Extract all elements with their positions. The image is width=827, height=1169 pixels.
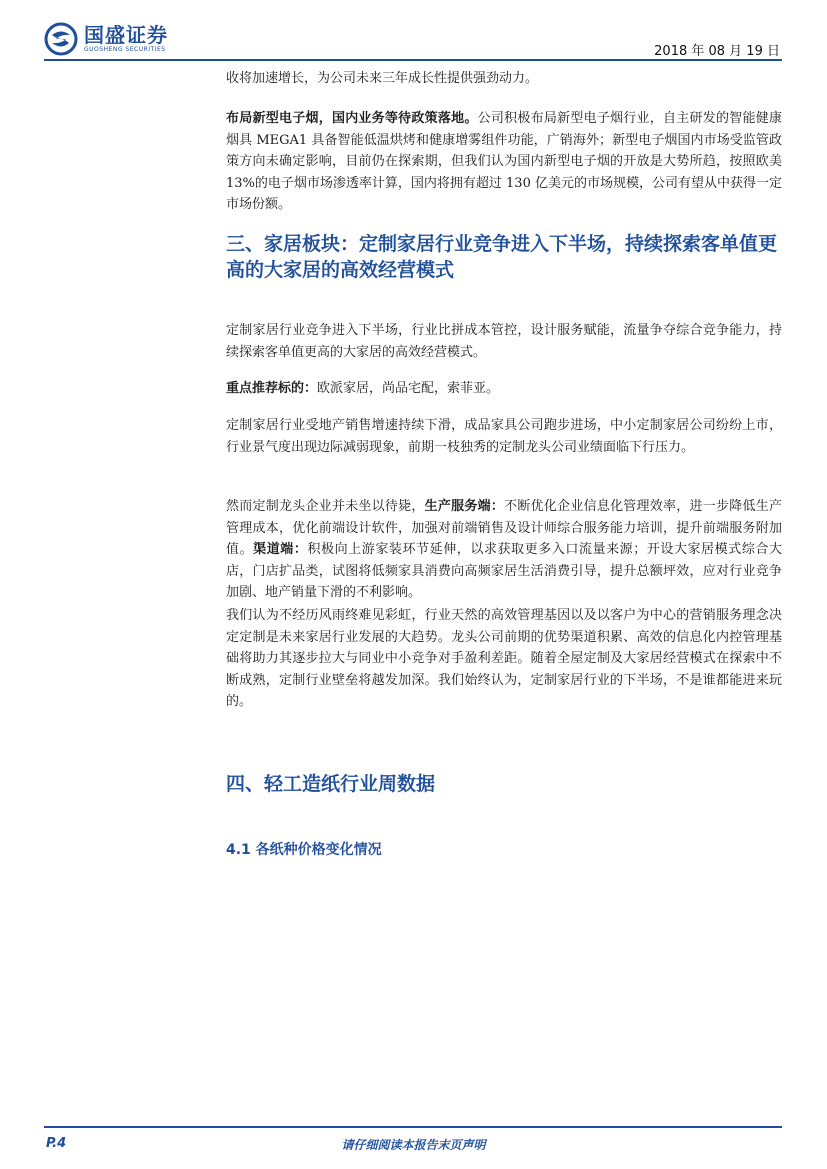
ecig-paragraph: [226, 108, 782, 216]
recommendation-paragraph: [226, 378, 782, 400]
logo-emblem-icon: [44, 22, 78, 56]
section-3-paragraph-3: [226, 496, 782, 604]
recommendation-text: 欧派家居，尚品宅配，索菲亚。: [317, 381, 500, 396]
channel-lead: 渠道端：: [253, 542, 308, 557]
p3-text-c: 积极向上游家装环节延伸，以求获取更多入口流量来源；开设大家居模式综合大店，门店扩品类，试图将低频家具消费向高频家居生活消费引导，提升总额坪效，应对行业竞争加剧、地产销量下滑的不利影响。: [226, 542, 782, 600]
company-logo: [44, 22, 168, 56]
ecig-text: 公司积极布局新型电子烟行业，自主研发的智能健康烟具 MEGA1 具备智能低温烘烤和健康增雾组件功能，广销海外；新型电子烟国内市场受监管政策方向未确定影响，目前仍在探索期，但我们认为国内新型电子烟的开放是大势所趋，按照欧美 13%的电子烟市场渗透率计算，国内将拥有超过 130 亿美元的市场规模，公司有望从中获得一定市场份额。: [226, 111, 782, 212]
ecig-lead: 布局新型电子烟，国内业务等待政策落地。: [226, 111, 478, 126]
p3-text-b: 不断优化企业信息化管理效率，进一步降低生产管理成本，优化前端设计软件，加强对前端销售及设计师综合服务能力培训，提升前端服务附加值。: [226, 499, 782, 557]
logo-name-en: GUOSHENG SECURITIES: [84, 46, 166, 53]
production-lead: 生产服务端：: [424, 499, 505, 514]
section-4-heading: 四、轻工造纸行业周数据: [226, 773, 436, 795]
p3-text-a: 然而定制龙头企业并未坐以待毙，: [226, 499, 425, 514]
intro-paragraph: 收将加速增长，为公司未来三年成长性提供强劲动力。: [226, 71, 539, 86]
section-3-paragraph-4: 我们认为不经历风雨终难见彩虹，行业天然的高效管理基因以及以客户为中心的营销服务理念决定定制是未来家居行业发展的大趋势。龙头公司前期的优势渠道积累、高效的信息化内控管理基础将助力其逐步拉大与同业中小竞争对手盈利差距。随着全屋定制及大家居经营模式在探索中不断成熟，定制行业壁垒将越发加深。我们始终认为，定制家居行业的下半场，不是谁都能进来玩的。: [226, 608, 782, 709]
section-3-heading: 三、家居板块：定制家居行业竞争进入下半场，持续探索客单值更高的大家居的高效经营模式: [226, 233, 778, 281]
header-divider: [44, 59, 782, 61]
section-3-paragraph-1: 定制家居行业竞争进入下半场，行业比拼成本管控，设计服务赋能，流量争夺综合竞争能力，持续探索客单值更高的大家居的高效经营模式。: [226, 323, 782, 360]
report-date: 2018 年 08 月 19 日: [654, 44, 780, 59]
section-4-1-heading: 4.1 各纸种价格变化情况: [226, 842, 382, 858]
disclaimer-note: 请仔细阅读本报告末页声明: [341, 1138, 486, 1152]
page-number: P.4: [46, 1136, 67, 1151]
footer-divider: [44, 1126, 782, 1128]
recommendation-lead: 重点推荐标的：: [226, 381, 318, 396]
logo-name-cn: 国盛证券: [84, 23, 168, 47]
section-3-paragraph-2: 定制家居行业受地产销售增速持续下滑，成品家具公司跑步进场，中小定制家居公司纷纷上市，行业景气度出现边际减弱现象，前期一枝独秀的定制龙头公司业绩面临下行压力。: [226, 418, 782, 455]
